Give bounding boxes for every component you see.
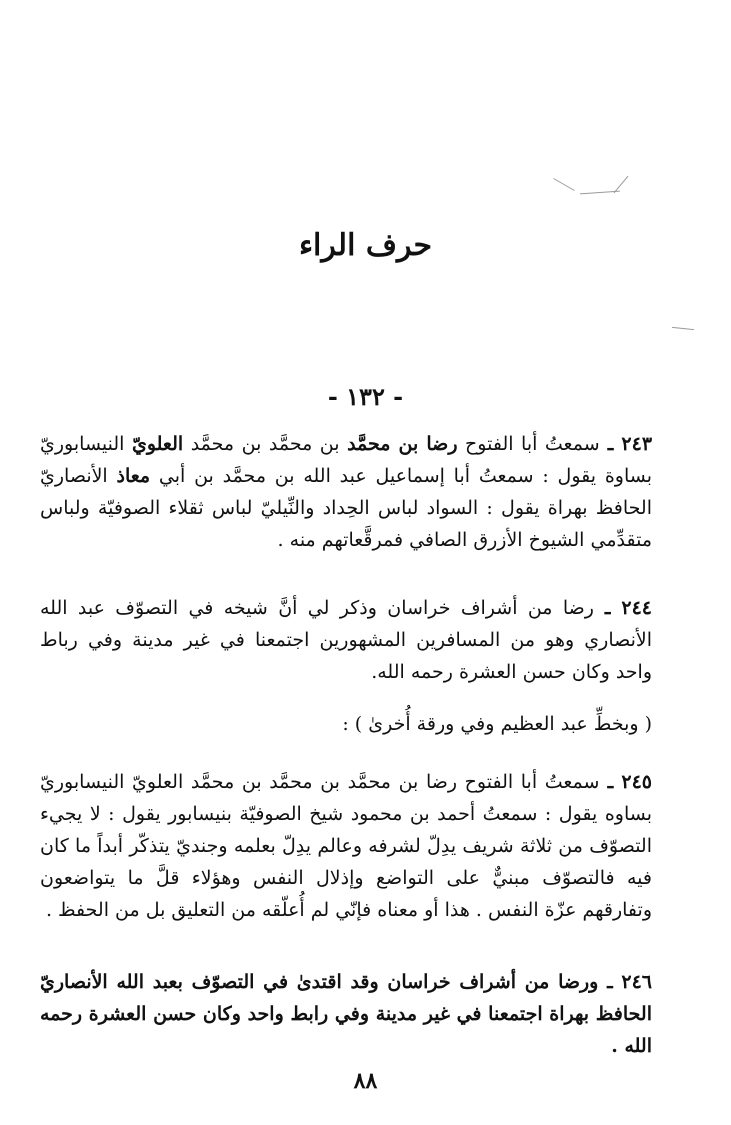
page-number: ٨٨ [353, 1068, 378, 1094]
entry-number: ٢٤٣ [621, 433, 653, 455]
entry-244 [40, 592, 652, 688]
section-number: - ١٣٢ - [327, 382, 404, 411]
entry-dash: ـ [599, 433, 622, 455]
entry-name-bold: رضا بن محمَّد [347, 433, 458, 455]
entry-muadh-bold: معاذ [116, 465, 151, 487]
entry-dash: ـ [598, 971, 622, 993]
editorial-note: ( وبخطِّ عبد العظيم وفي ورقة أُخرىٰ ) : [342, 713, 652, 735]
entry-nisba-bold: العلويّ [131, 433, 184, 455]
entry-text: سمعتُ أبا الفتوح رضا بن محمَّد بن محمَّد بن محمَّد العلويّ النيسابوريّ بساوه يقول : سمعتُ أحمد بن محمود شيخ الصوفيّة بنيسابور يقول : لا يجيء التصوّف من ثلاثة شريف يدِلّ لشرفه وعالم يدِلّ بعلمه وجنديّ يتذكّر أبداً ما كان فيه فالتصوّف مبنيٌّ على التواضع وإذلال النفس وهؤلاء قلَّ ما يتواضعون وتفارقهم عزّة النفس . هذا أو معناه فإنّي لم أُعلّقه من التعليق بل من الحفظ . [40, 771, 652, 921]
entry-text: بن محمَّد بن محمَّد [183, 433, 348, 455]
scan-artifact-mark [614, 176, 629, 193]
entry-text: الأنصاريّ الحافظ بهراة يقول : السواد لباس الحِداد والنِّيليّ لباس ثقلاء الصوفيّة ولباس متقدِّمي الشيوخ الأزرق الصافي فمرقَّعاتهم منه . [40, 465, 652, 551]
entry-dash: ـ [599, 771, 622, 793]
entry-number: ٢٤٤ [621, 597, 652, 619]
entry-245 [40, 766, 652, 926]
chapter-title: حرف الراء [298, 228, 433, 263]
entry-243 [40, 428, 652, 556]
entry-dash: ـ [593, 597, 622, 619]
entry-number: ٢٤٥ [621, 771, 652, 793]
entry-246 [40, 966, 652, 1062]
entry-text: رضا من أشراف خراسان وذكر لي أنَّ شيخه في التصوّف عبد الله الأنصاري وهو من المسافرين المشهورين اجتمعنا في غير مدينة وفي رباط واحد وكان حسن العشرة رحمه الله. [40, 597, 652, 683]
scan-artifact-mark [672, 327, 694, 330]
entry-text: ورضا من أشراف خراسان وقد اقتدىٰ في التصوّف بعبد الله الأنصاريّ الحافظ بهراة اجتمعنا في غير مدينة وفي رابط واحد وكان حسن العشرة رحمه الله . [40, 971, 652, 1057]
entry-text: النيسابوريّ بساوة يقول : سمعتُ أبا إسماعيل عبد الله بن محمَّد بن أبي [40, 433, 652, 487]
entry-number: ٢٤٦ [621, 971, 653, 993]
entry-text: سمعتُ أبا الفتوح [457, 433, 600, 455]
scan-artifact-mark [553, 178, 574, 191]
